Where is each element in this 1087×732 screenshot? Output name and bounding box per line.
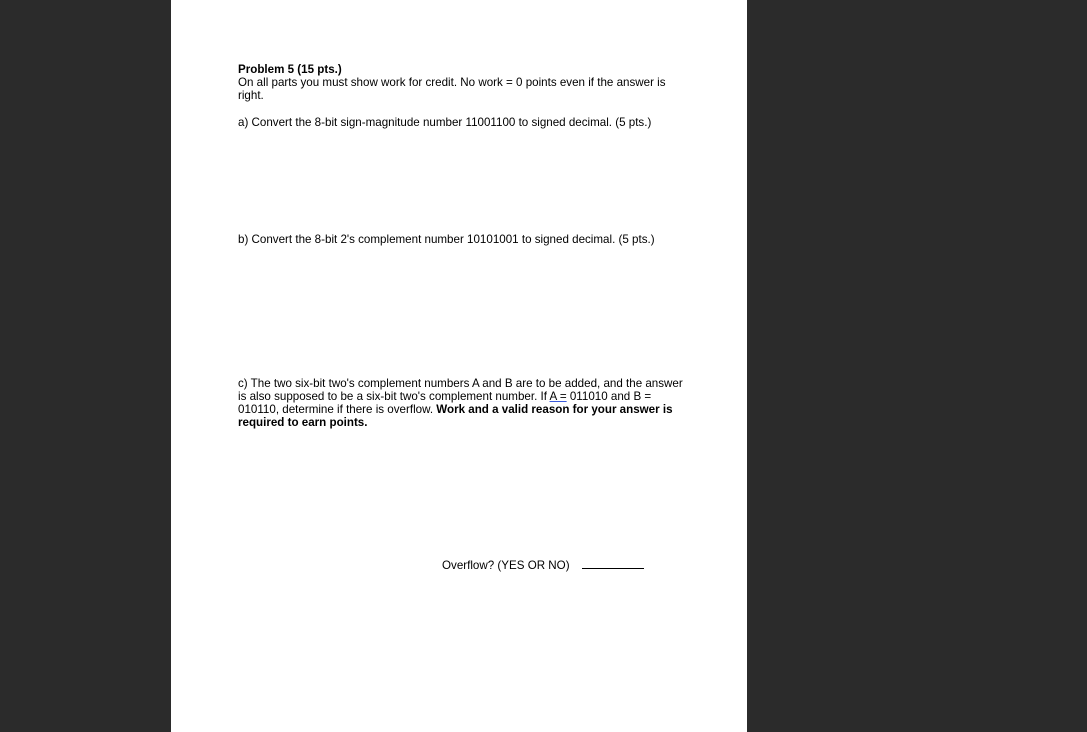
overflow-label: Overflow? (YES OR NO) — [442, 559, 570, 572]
part-c-text-start: c) The two six-bit two's complement numbers A and B are to be added, and the answer is also supposed to be a six-bit two's complement number. If — [238, 377, 683, 403]
problem-intro: On all parts you must show work for credit. No work = 0 points even if the answer is right. — [238, 76, 666, 102]
overflow-answer-blank[interactable] — [582, 558, 644, 569]
part-c-question — [238, 377, 688, 429]
document-page — [171, 0, 747, 732]
part-c-a-label: A = — [549, 390, 567, 403]
problem-title: Problem 5 (15 pts.) — [238, 63, 342, 76]
part-c-bold-text: Work and a valid reason for your answer is required to earn points. — [238, 403, 673, 429]
part-a-question: a) Convert the 8-bit sign-magnitude number 11001100 to signed decimal. (5 pts.) — [238, 116, 652, 129]
part-b-question: b) Convert the 8-bit 2's complement number 10101001 to signed decimal. (5 pts.) — [238, 233, 655, 246]
part-c-text-mid: 011010 and B = 010110, determine if there is overflow. — [238, 390, 652, 416]
overflow-answer-line — [442, 558, 702, 572]
problem-header — [238, 63, 688, 102]
